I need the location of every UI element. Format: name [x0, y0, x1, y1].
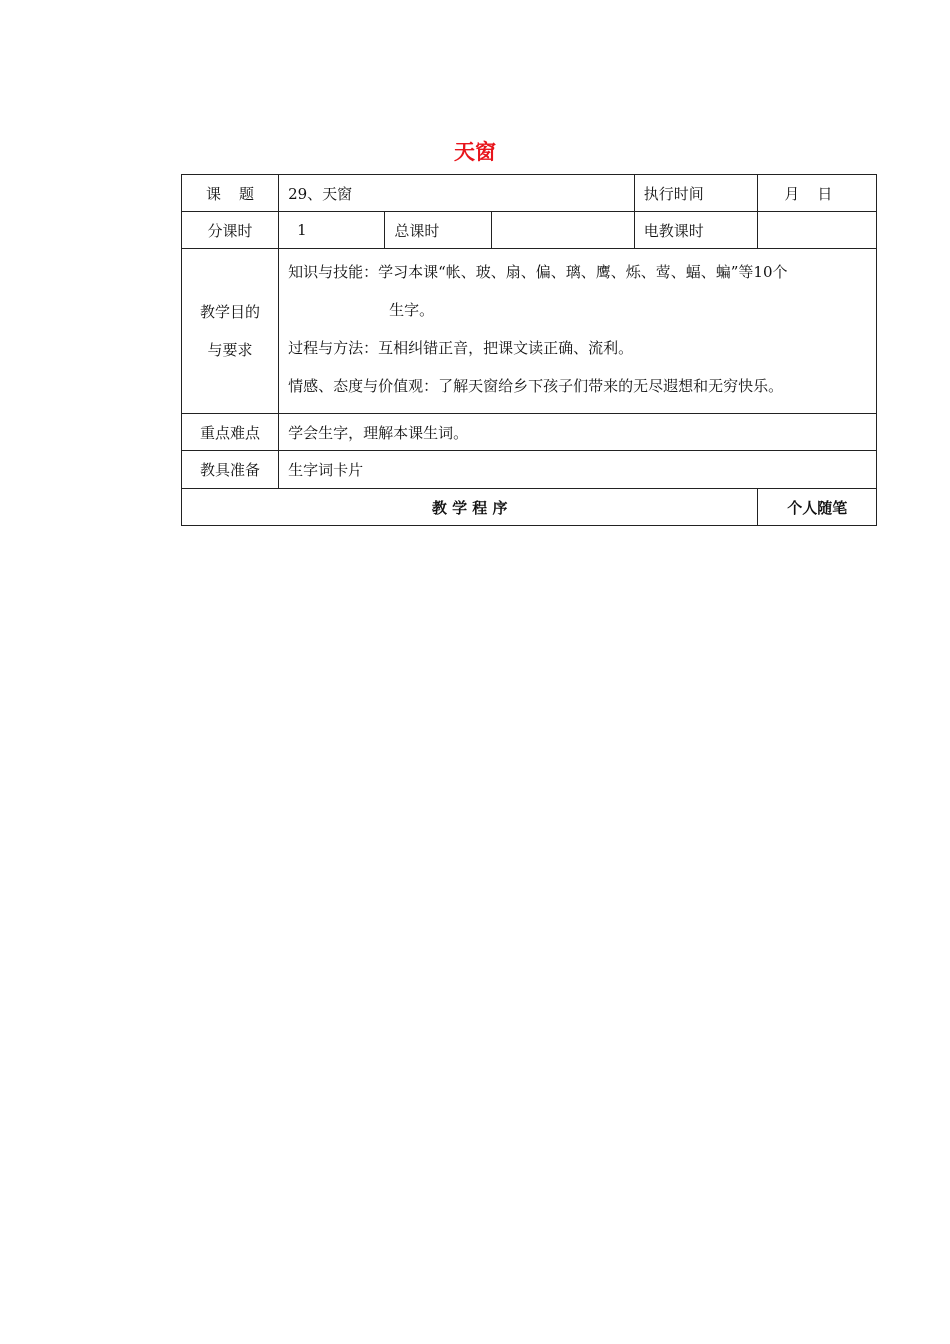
goals-content — [279, 249, 877, 414]
document-title: 天窗 — [454, 140, 496, 164]
topic-label: 课 题 — [182, 175, 279, 212]
goal-process: 过程与方法：互相纠错正音，把课文读正确、流利。 — [288, 339, 634, 357]
program-header: 教 学 程 序 — [182, 489, 758, 526]
exec-time-value: 月 日 — [758, 175, 877, 212]
row-session — [182, 212, 877, 249]
goal-knowledge: 知识与技能：学习本课“帐、玻、扇、偏、璃、鹰、烁、莺、蝠、蝙”等10个 — [288, 263, 788, 281]
topic-value: 29、天窗 — [279, 175, 635, 212]
row-topic — [182, 175, 877, 212]
session-value: 1 — [279, 212, 385, 249]
media-hours-value — [758, 212, 877, 249]
session-label: 分课时 — [182, 212, 279, 249]
notes-header: 个人随笔 — [758, 489, 877, 526]
tools-value: 生字词卡片 — [279, 451, 877, 489]
goal-emotion: 情感、态度与价值观：了解天窗给乡下孩子们带来的无尽遐想和无穷快乐。 — [288, 377, 784, 395]
lesson-plan-table — [181, 174, 877, 526]
row-tools — [182, 451, 877, 489]
row-goals — [182, 249, 877, 414]
row-program-header — [182, 489, 877, 526]
focus-label: 重点难点 — [182, 414, 279, 451]
total-hours-label: 总课时 — [385, 212, 491, 249]
tools-label: 教具准备 — [182, 451, 279, 489]
goals-label: 教学目的 与要求 — [182, 249, 279, 414]
focus-value: 学会生字，理解本课生词。 — [279, 414, 877, 451]
exec-time-label: 执行时间 — [634, 175, 758, 212]
media-hours-label: 电教课时 — [634, 212, 758, 249]
row-focus — [182, 414, 877, 451]
total-hours-value — [491, 212, 634, 249]
goal-knowledge-cont: 生字。 — [389, 301, 435, 319]
